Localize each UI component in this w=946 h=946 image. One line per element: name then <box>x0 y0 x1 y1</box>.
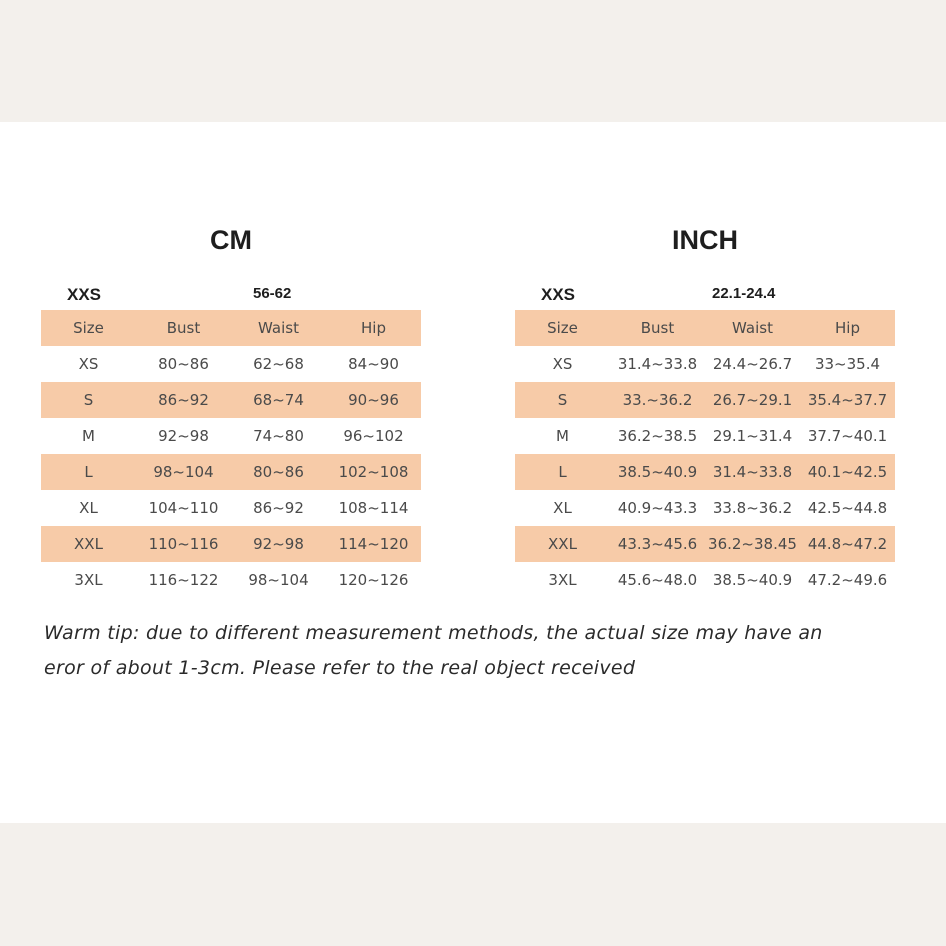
size-cell: L <box>558 463 567 481</box>
table-header-row <box>515 310 895 346</box>
size-cell: S <box>557 391 568 409</box>
header-cell: Waist <box>258 319 299 337</box>
hip-cell: 84~90 <box>348 355 399 373</box>
size-cell: M <box>82 427 95 445</box>
hip-cell: 90~96 <box>348 391 399 409</box>
table-header-row <box>41 310 421 346</box>
bust-cell: 36.2~38.5 <box>617 427 698 445</box>
cm-size-table <box>41 310 421 598</box>
bust-cell: 98~104 <box>153 463 214 481</box>
header-cell: Size <box>547 319 578 337</box>
header-cell: Size <box>73 319 104 337</box>
hip-cell: 35.4~37.7 <box>807 391 888 409</box>
inch-xxs-label: XXS <box>541 285 576 304</box>
table-row <box>515 526 895 562</box>
header-cell: Bust <box>166 319 201 337</box>
waist-cell: 62~68 <box>253 355 304 373</box>
bust-cell: 80~86 <box>158 355 209 373</box>
inch-title: INCH <box>672 225 738 255</box>
warm-tip-note <box>44 616 914 686</box>
bust-cell: 40.9~43.3 <box>617 499 698 517</box>
header-cell: Waist <box>732 319 773 337</box>
waist-cell: 36.2~38.45 <box>708 535 797 553</box>
hip-cell: 40.1~42.5 <box>807 463 888 481</box>
header-cell: Hip <box>835 319 860 337</box>
waist-cell: 26.7~29.1 <box>712 391 793 409</box>
waist-cell: 31.4~33.8 <box>712 463 793 481</box>
bust-cell: 43.3~45.6 <box>617 535 698 553</box>
table-row <box>515 454 895 490</box>
cm-xxs-value: 56-62 <box>253 285 292 302</box>
waist-cell: 74~80 <box>253 427 304 445</box>
hip-cell: 96~102 <box>343 427 404 445</box>
size-cell: XXL <box>74 535 103 553</box>
inch-xxs-value: 22.1-24.4 <box>712 285 776 302</box>
table-row <box>515 418 895 454</box>
size-chart-panel <box>0 122 946 823</box>
bust-cell: 104~110 <box>148 499 219 517</box>
hip-cell: 33~35.4 <box>814 355 881 373</box>
waist-cell: 86~92 <box>253 499 304 517</box>
size-cell: S <box>83 391 94 409</box>
inch-xxs-row <box>515 282 895 306</box>
header-cell: Bust <box>640 319 675 337</box>
bust-cell: 86~92 <box>158 391 209 409</box>
waist-cell: 29.1~31.4 <box>712 427 793 445</box>
cm-xxs-label: XXS <box>67 285 102 304</box>
hip-cell: 42.5~44.8 <box>807 499 888 517</box>
table-row <box>41 346 421 382</box>
bust-cell: 38.5~40.9 <box>617 463 698 481</box>
bust-cell: 45.6~48.0 <box>617 571 698 589</box>
size-cell: XS <box>552 355 573 373</box>
waist-cell: 33.8~36.2 <box>712 499 793 517</box>
waist-cell: 38.5~40.9 <box>712 571 793 589</box>
waist-cell: 80~86 <box>253 463 304 481</box>
size-cell: M <box>556 427 569 445</box>
waist-cell: 92~98 <box>253 535 304 553</box>
table-row <box>515 562 895 598</box>
size-cell: L <box>84 463 93 481</box>
bust-cell: 92~98 <box>158 427 209 445</box>
table-row <box>41 454 421 490</box>
size-cell: 3XL <box>548 571 577 589</box>
size-cell: XL <box>553 499 572 517</box>
size-cell: XS <box>78 355 99 373</box>
hip-cell: 102~108 <box>338 463 409 481</box>
hip-cell: 114~120 <box>338 535 409 553</box>
table-row <box>515 346 895 382</box>
table-row <box>41 562 421 598</box>
hip-cell: 120~126 <box>338 571 409 589</box>
table-row <box>41 382 421 418</box>
waist-cell: 98~104 <box>248 571 309 589</box>
hip-cell: 44.8~47.2 <box>807 535 888 553</box>
table-row <box>41 418 421 454</box>
warm-tip-line-1: Warm tip: due to different measurement methods, the actual size may have an <box>44 622 823 644</box>
bust-cell: 110~116 <box>148 535 219 553</box>
cm-xxs-row <box>41 282 421 306</box>
table-row <box>515 490 895 526</box>
table-row <box>515 382 895 418</box>
bust-cell: 33.~36.2 <box>622 391 693 409</box>
waist-cell: 24.4~26.7 <box>712 355 793 373</box>
hip-cell: 47.2~49.6 <box>807 571 888 589</box>
hip-cell: 108~114 <box>338 499 409 517</box>
table-row <box>41 490 421 526</box>
cm-title: CM <box>210 225 252 255</box>
warm-tip-line-2: eror of about 1-3cm. Please refer to the real object received <box>44 657 636 679</box>
size-cell: 3XL <box>74 571 103 589</box>
bust-cell: 116~122 <box>148 571 219 589</box>
size-cell: XXL <box>548 535 577 553</box>
hip-cell: 37.7~40.1 <box>807 427 888 445</box>
bust-cell: 31.4~33.8 <box>617 355 698 373</box>
table-row <box>41 526 421 562</box>
waist-cell: 68~74 <box>253 391 304 409</box>
inch-size-table <box>515 310 895 598</box>
size-cell: XL <box>79 499 98 517</box>
header-cell: Hip <box>361 319 386 337</box>
